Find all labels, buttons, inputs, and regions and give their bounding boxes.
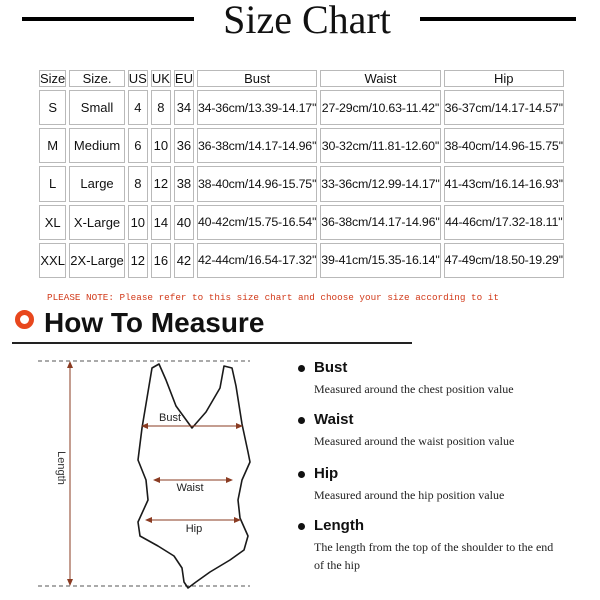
diagram-bust-label: Bust [158,412,182,424]
header-cell: UK [151,71,170,86]
table-cell: 36-38cm/14.17-14.96'' [320,205,440,240]
measure-item-title: Bust [314,359,348,376]
table-cell: 44-46cm/17.32-18.11'' [444,205,564,240]
measure-item-title: Hip [314,465,339,482]
measure-item-length [298,517,598,577]
table-cell: X-Large [69,205,124,240]
header-cell: EU [174,71,193,86]
title-bar [0,0,600,44]
table-cell: M [39,128,66,163]
table-cell: 33-36cm/12.99-14.17'' [320,166,440,201]
table-cell: XL [39,205,66,240]
table-cell: 4 [128,90,148,125]
measure-item-waist [298,411,598,451]
diagram-hip-label: Hip [185,523,203,535]
table-cell: L [39,166,66,201]
header-cell: Waist [320,70,440,87]
diagram-length-label: Length [55,451,67,485]
table-cell: 38-40cm/14.96-15.75'' [197,166,317,201]
table-cell: 40 [174,205,194,240]
table-cell: 39-41cm/15.35-16.14'' [320,243,440,278]
header-cell: Hip [444,70,564,87]
table-cell: S [39,90,66,125]
how-to-measure-title: How To Measure [44,307,265,338]
size-table [36,67,567,281]
measure-item-hip [298,465,598,505]
table-cell: Medium [69,128,124,163]
table-cell: 34-36cm/13.39-14.17'' [197,90,317,125]
table-cell: XXL [39,243,66,278]
table-cell: 38-40cm/14.96-15.75'' [444,128,564,163]
table-cell: 10 [128,205,148,240]
measure-item-desc: Measured around the chest position value [314,382,514,396]
how-to-measure-header [12,305,592,345]
table-cell: 42-44cm/16.54-17.32'' [197,243,317,278]
table-cell: 16 [151,243,171,278]
bodysuit-outline [138,364,250,588]
table-cell: 2X-Large [69,243,124,278]
table-cell: 12 [128,243,148,278]
table-cell: Small [69,90,124,125]
table-cell: Large [69,166,124,201]
table-cell: 8 [128,166,148,201]
section-rule [12,342,412,344]
table-row [39,90,564,125]
table-cell: 27-29cm/10.63-11.42'' [320,90,440,125]
page-title: Size Chart [223,0,391,42]
title-rule-left [22,17,194,21]
header-cell: Size. [69,70,124,87]
table-row [39,166,564,201]
measure-item-title: Waist [314,411,354,428]
table-cell: 10 [151,128,171,163]
table-cell: 40-42cm/15.75-16.54'' [197,205,317,240]
measure-item-desc: Measured around the waist position value [314,434,515,448]
table-cell: 36-38cm/14.17-14.96'' [197,128,317,163]
table-cell: 8 [151,90,171,125]
table-cell: 38 [174,166,194,201]
header-cell: Bust [197,70,317,87]
table-cell: 6 [128,128,148,163]
bullet-icon [298,471,305,478]
table-cell: 36-37cm/14.17-14.57'' [444,90,564,125]
table-row [39,205,564,240]
table-cell: 47-49cm/18.50-19.29'' [444,243,564,278]
header-cell: Size [40,71,66,86]
table-cell: 41-43cm/16.14-16.93'' [444,166,564,201]
table-cell: 36 [174,128,194,163]
table-row [39,243,564,278]
measurement-diagram [0,350,300,600]
table-cell: 12 [151,166,171,201]
title-rule-right [420,17,576,21]
ring-bullet-icon [15,310,34,329]
measure-item-bust [298,359,598,399]
measure-item-desc: Measured around the hip position value [314,488,505,502]
measure-item-desc: The length from the top of the shoulder to the end of the hip [314,540,554,572]
table-cell: 30-32cm/11.81-12.60'' [320,128,440,163]
table-cell: 14 [151,205,171,240]
diagram-waist-label: Waist [176,482,204,494]
bullet-icon [298,523,305,530]
table-cell: 42 [174,243,194,278]
size-table-header-row [39,70,564,87]
size-note: PLEASE NOTE: Please refer to this size chart and choose your size according to it [47,292,499,303]
bullet-icon [298,417,305,424]
table-cell: 34 [174,90,194,125]
measure-item-title: Length [314,517,364,534]
header-cell: US [128,71,147,86]
bullet-icon [298,365,305,372]
table-row [39,128,564,163]
